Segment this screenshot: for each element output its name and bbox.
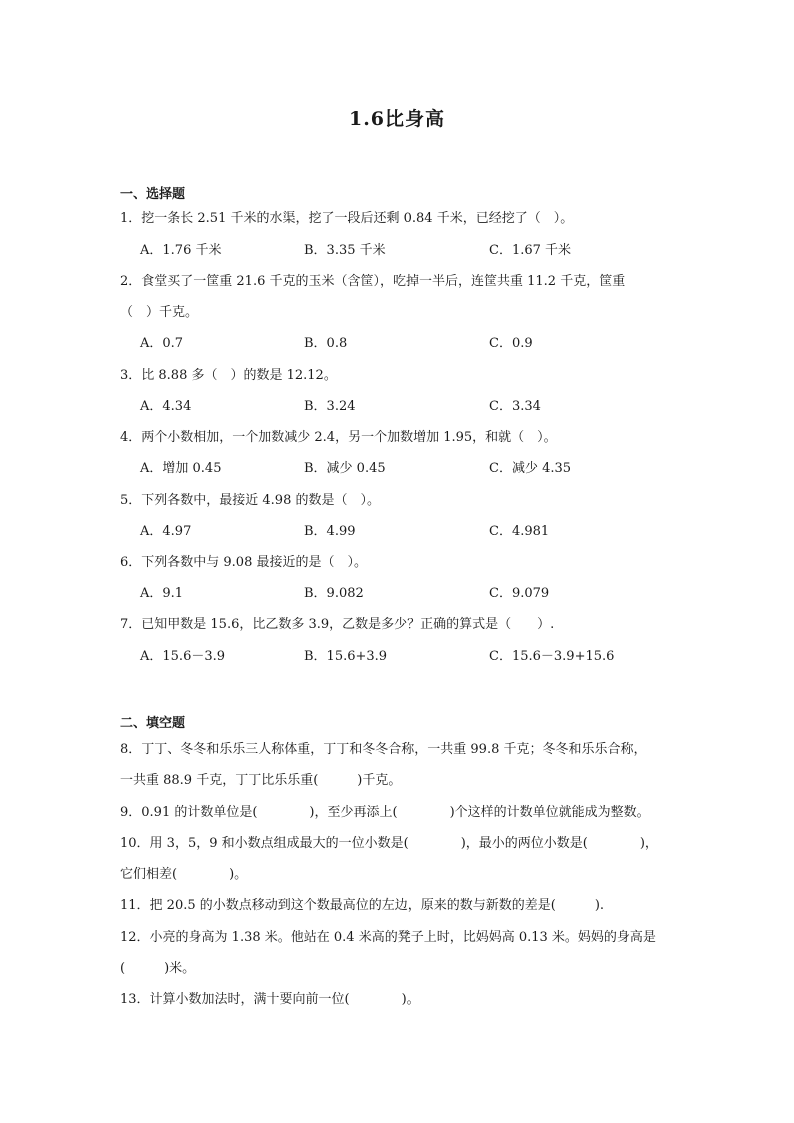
question-7: 7．已知甲数是 15.6，比乙数多 3.9，乙数是多少？正确的算式是（ ）.	[120, 617, 555, 632]
q5-option-b: B．4.99	[304, 524, 356, 539]
question-6: 6．下列各数中与 9.08 最接近的是（ ）。	[120, 555, 367, 570]
question-10-cont: 它们相差( )。	[120, 867, 248, 882]
q5-option-c: C．4.981	[489, 524, 550, 539]
question-2-cont: （ ）千克。	[120, 305, 199, 320]
q1-option-a: A．1.76 千米	[140, 243, 222, 258]
section-heading-fill: 二、填空题	[120, 716, 186, 731]
q4-option-b: B．减少 0.45	[304, 461, 386, 476]
question-8: 8．丁丁、冬冬和乐乐三人称体重，丁丁和冬冬合称，一共重 99.8 千克；冬冬和乐乐合称，	[120, 742, 647, 757]
q6-option-a: A．9.1	[140, 586, 184, 601]
q7-option-b: B．15.6+3.9	[304, 649, 388, 664]
q3-option-b: B．3.24	[304, 399, 356, 414]
q5-option-a: A．4.97	[140, 524, 192, 539]
question-12: 12．小亮的身高为 1.38 米。他站在 0.4 米高的凳子上时，比妈妈高 0.13 米。妈妈的身高是	[120, 930, 656, 945]
q3-option-c: C．3.34	[489, 399, 541, 414]
question-13: 13．计算小数加法时，满十要向前一位( )。	[120, 992, 420, 1007]
page-title: 1.6比身高	[348, 108, 446, 130]
q7-option-c: C．15.6－3.9+15.6	[489, 649, 615, 664]
q2-option-b: B．0.8	[304, 336, 348, 351]
q2-option-c: C．0.9	[489, 336, 533, 351]
q3-option-a: A．4.34	[140, 399, 192, 414]
q4-option-a: A．增加 0.45	[140, 461, 222, 476]
q6-option-c: C．9.079	[489, 586, 550, 601]
question-9: 9．0.91 的计数单位是( )，至少再添上( )个这样的计数单位就能成为整数。	[120, 805, 650, 820]
question-10: 10．用 3，5，9 和小数点组成最大的一位小数是( )，最小的两位小数是( )，	[120, 836, 658, 851]
q4-option-c: C．减少 4.35	[489, 461, 572, 476]
question-12-cont: ( )米。	[120, 961, 196, 976]
question-2: 2．食堂买了一筐重 21.6 千克的玉米（含筐），吃掉一半后，连筐共重 11.2 千克，筐重	[120, 274, 626, 289]
question-3: 3．比 8.88 多（ ）的数是 12.12。	[120, 368, 337, 383]
question-4: 4．两个小数相加，一个加数减少 2.4，另一个加数增加 1.95，和就（ ）。	[120, 430, 557, 445]
q1-option-c: C．1.67 千米	[489, 243, 572, 258]
section-heading-choice: 一、选择题	[120, 187, 186, 202]
q1-option-b: B．3.35 千米	[304, 243, 386, 258]
q7-option-a: A．15.6－3.9	[140, 649, 226, 664]
question-8-cont: 一共重 88.9 千克，丁丁比乐乐重( )千克。	[120, 773, 402, 788]
q6-option-b: B．9.082	[304, 586, 364, 601]
question-11: 11．把 20.5 的小数点移动到这个数最高位的左边，原来的数与新数的差是( ).	[120, 898, 605, 913]
question-1: 1．挖一条长 2.51 千米的水渠，挖了一段后还剩 0.84 千米，已经挖了（ ）。	[120, 211, 574, 226]
question-5: 5．下列各数中，最接近 4.98 的数是（ ）。	[120, 493, 380, 508]
q2-option-a: A．0.7	[140, 336, 184, 351]
